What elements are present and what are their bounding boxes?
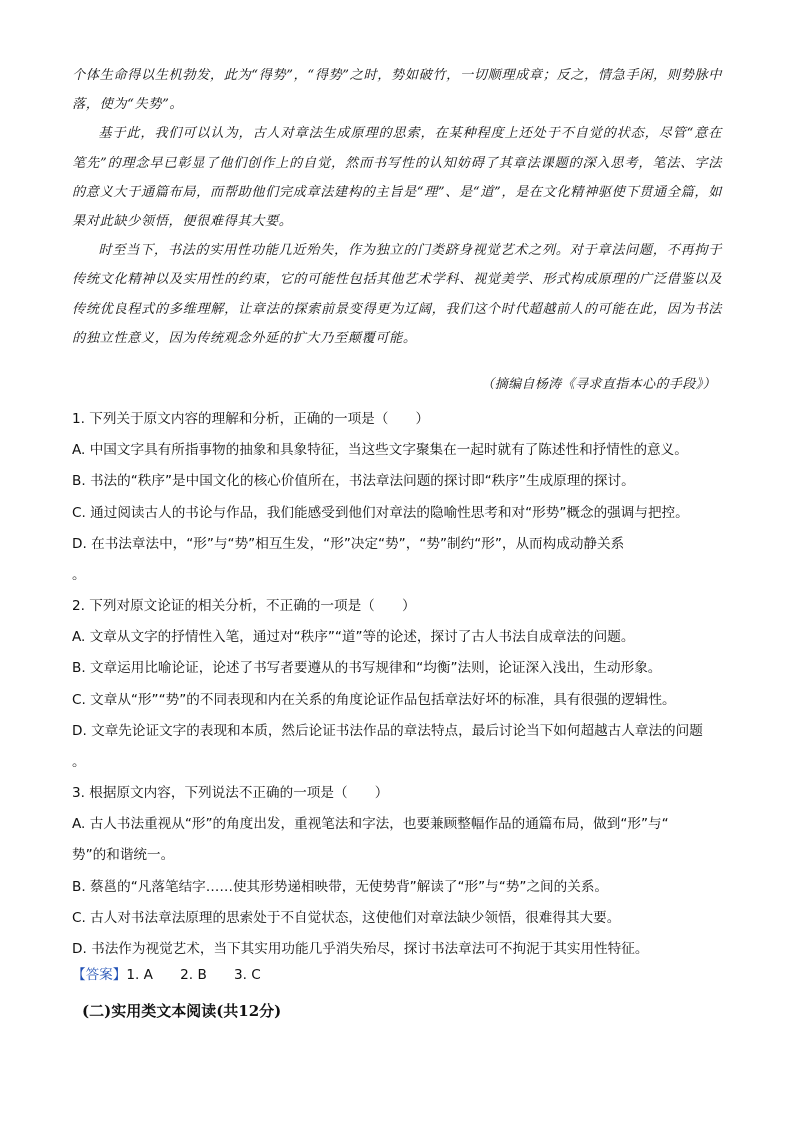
question-stem: 3. 根据原文内容，下列说法不正确的一项是（ ） (72, 785, 389, 801)
question-1 (72, 404, 724, 591)
question-stem: 1. 下列关于原文内容的理解和分析，正确的一项是（ ） (72, 411, 430, 427)
question-3 (72, 778, 724, 965)
option-d: D. 在书法章法中，“形”与“势”相互生发，“形”决定“势”，“势”制约“形”，从而构成动静关系 (72, 535, 625, 552)
option-b: B. 文章运用比喻论证，论述了书写者要遵从的书写规律和“均衡”法则，论证深入浅出，生动形象。 (72, 660, 662, 677)
passage-paragraph-1: 个体生命得以生机勃发，此为“得势”，“得势”之时，势如破竹，一切顺理成章；反之，情急手闲，则势脉中落，使为“失势”。 (72, 68, 722, 113)
passage-source: （摘编自杨涛《寻求直指本心的手段》） (481, 377, 716, 392)
option-d-continued: 。 (72, 754, 86, 771)
option-c: C. 通过阅读古人的书论与作品，我们能感受到他们对章法的隐喻性思考和对“形势”概念的强调与把控。 (72, 504, 689, 521)
option-a-continued: 势”的和谐统一。 (72, 847, 175, 864)
option-a: A. 文章从文字的抒情性入笔，通过对“秩序”“道”等的论述，探讨了古人书法自成章法的问题。 (72, 629, 635, 646)
option-c: C. 文章从“形”“势”的不同表现和内在关系的角度论证作品包括章法好坏的标准，具有很强的逻辑性。 (72, 691, 676, 708)
passage-text (72, 61, 722, 353)
passage-paragraph-3: 时至当下，书法的实用性功能几近殆失，作为独立的门类跻身视觉艺术之列。对于章法问题，不再拘于传统文化精神以及实用性的约束，它的可能性包括其他艺术学科、视觉美学、形式构成原理的广泛借鉴以及传统优良程式的多维理解，让章法的探索前景变得更为辽阔，我们这个时代超越前人的可能在此，因为书法的独立性意义，因为传统观念外延的扩大乃至颠覆可能。 (72, 243, 722, 346)
option-a: A. 古人书法重视从“形”的角度出发，重视笔法和字法，也要兼顾整幅作品的通篇布局，做到“形”与“ (72, 816, 669, 833)
option-c: C. 古人对书法章法原理的思索处于不自觉状态，这使他们对章法缺少领悟，很难得其大要。 (72, 909, 621, 926)
option-d-continued: 。 (72, 567, 86, 584)
answer-label: 【答案】 (72, 967, 127, 983)
question-2 (72, 591, 724, 778)
option-d: D. 文章先论证文字的表现和本质，然后论证书法作品的章法特点，最后讨论当下如何超越古人章法的问题 (72, 722, 703, 739)
option-d: D. 书法作为视觉艺术，当下其实用功能几乎消失殆尽，探讨书法章法可不拘泥于其实用性特征。 (72, 941, 649, 958)
passage-paragraph-2: 基于此，我们可以认为，古人对章法生成原理的思索，在某种程度上还处于不自觉的状态，尽管“意在笔先”的理念早已彰显了他们创作上的自觉，然而书写性的认知妨碍了其章法课题的深入思考，笔法、字法的意义大于通篇布局，而帮助他们完成章法建构的主旨是“理”、是“道”，是在文化精神驱使下贯通全篇，如果对此缺少领悟，便很难得其大要。 (72, 126, 722, 230)
option-b: B. 蔡邕的“凡落笔结字……使其形势递相映带，无使势背”解读了“形”与“势”之间的关系。 (72, 878, 609, 895)
answer-line (72, 960, 261, 991)
option-b: B. 书法的“秩序”是中国文化的核心价值所在，书法章法问题的探讨即“秩序”生成原理的探讨。 (72, 473, 635, 490)
question-stem: 2. 下列对原文论证的相关分析，不正确的一项是（ ） (72, 598, 416, 614)
option-a: A. 中国文字具有所指事物的抽象和具象特征，当这些文字聚集在一起时就有了陈述性和抒情性的意义。 (72, 442, 688, 459)
answer-values: 1. A 2. B 3. C (126, 967, 261, 983)
section-heading: (二)实用类文本阅读(共12分) (82, 1002, 282, 1020)
